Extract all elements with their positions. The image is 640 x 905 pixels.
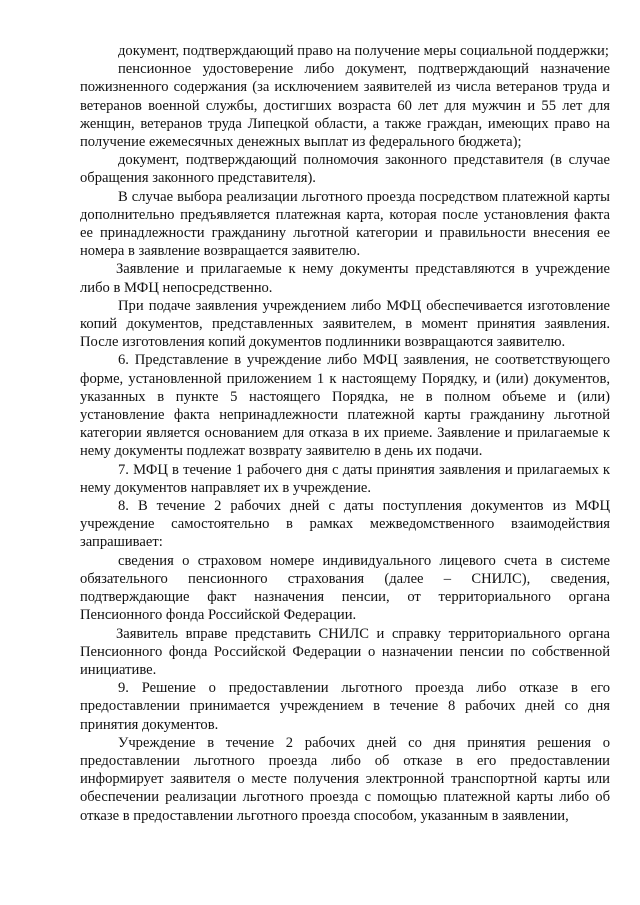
paragraph: документ, подтверждающий право на получение меры социальной поддержки; (118, 43, 609, 59)
paragraph: Заявление и прилагаемые к нему документы представляются в учреждение либо в МФЦ непосредственно. (80, 261, 610, 296)
paragraph: Заявитель вправе представить СНИЛС и справку территориального органа Пенсионного фонда Российской Федерации о назначении пенсии по собственной инициативе. (80, 625, 610, 678)
paragraph: Учреждение в течение 2 рабочих дней со дня принятия решения о предоставлении льготного проезда либо об отказе в его предоставлении информирует заявителя о месте получения электронной транспортной карты или обеспечении реализации льготного проезда с помощью платежной карты либо об отказе в предоставлении льготного проезда способом, указанным в заявлении, (80, 734, 610, 824)
paragraph: 7. МФЦ в течение 1 рабочего дня с даты принятия заявления и прилагаемых к нему документов направляет их в учреждение. (80, 461, 610, 496)
paragraph: В случае выбора реализации льготного проезда посредством платежной карты дополнительно предъявляется платежная карта, которая после установления факта ее принадлежности гражданину льготной категории и правильности внесения ее номера в заявление возвращается заявителю. (80, 188, 610, 260)
paragraph: сведения о страховом номере индивидуального лицевого счета в системе обязательного пенсионного страхования (далее – СНИЛС), сведения, подтверждающие факт назначения пенсии, от территориального органа Пенсионного фонда Российской Федерации. (80, 552, 610, 624)
paragraph: 9. Решение о предоставлении льготного проезда либо отказе в его предоставлении принимается учреждением в течение 8 рабочих дней со дня принятия документов. (80, 680, 610, 733)
paragraph: При подаче заявления учреждением либо МФЦ обеспечивается изготовление копий документов, представленных заявителем, в момент принятия заявления. После изготовления копий документов подлинники возвращаются заявителю. (80, 297, 610, 351)
paragraph: 8. В течение 2 рабочих дней с даты поступления документов из МФЦ учреждение самостоятельно в рамках межведомственного взаимодействия запрашивает: (80, 498, 610, 551)
paragraph: документ, подтверждающий полномочия законного представителя (в случае обращения законного представителя). (80, 152, 610, 187)
paragraph: 6. Представление в учреждение либо МФЦ заявления, не соответствующего форме, установленной приложением 1 к настоящему Порядку, и (или) документов, указанных в пункте 5 настоящего Порядка, не в полном объеме и (или) установление факта непринадлежности платежной карты гражданину льготной категории является основанием для отказа в их приеме. Заявление и прилагаемые к нему документы подлежат возврату заявителю в день их подачи. (80, 352, 610, 460)
paragraph: пенсионное удостоверение либо документ, подтверждающий назначение пожизненного содержания (за исключением заявителей из числа ветеранов труда и ветеранов военной службы, достигших возраста 60 лет для мужчин и 55 лет для женщин, ветеранов труда Липецкой области, а также граждан, имеющих право на получение ежемесячных денежных выплат из федерального бюджета); (80, 61, 610, 151)
